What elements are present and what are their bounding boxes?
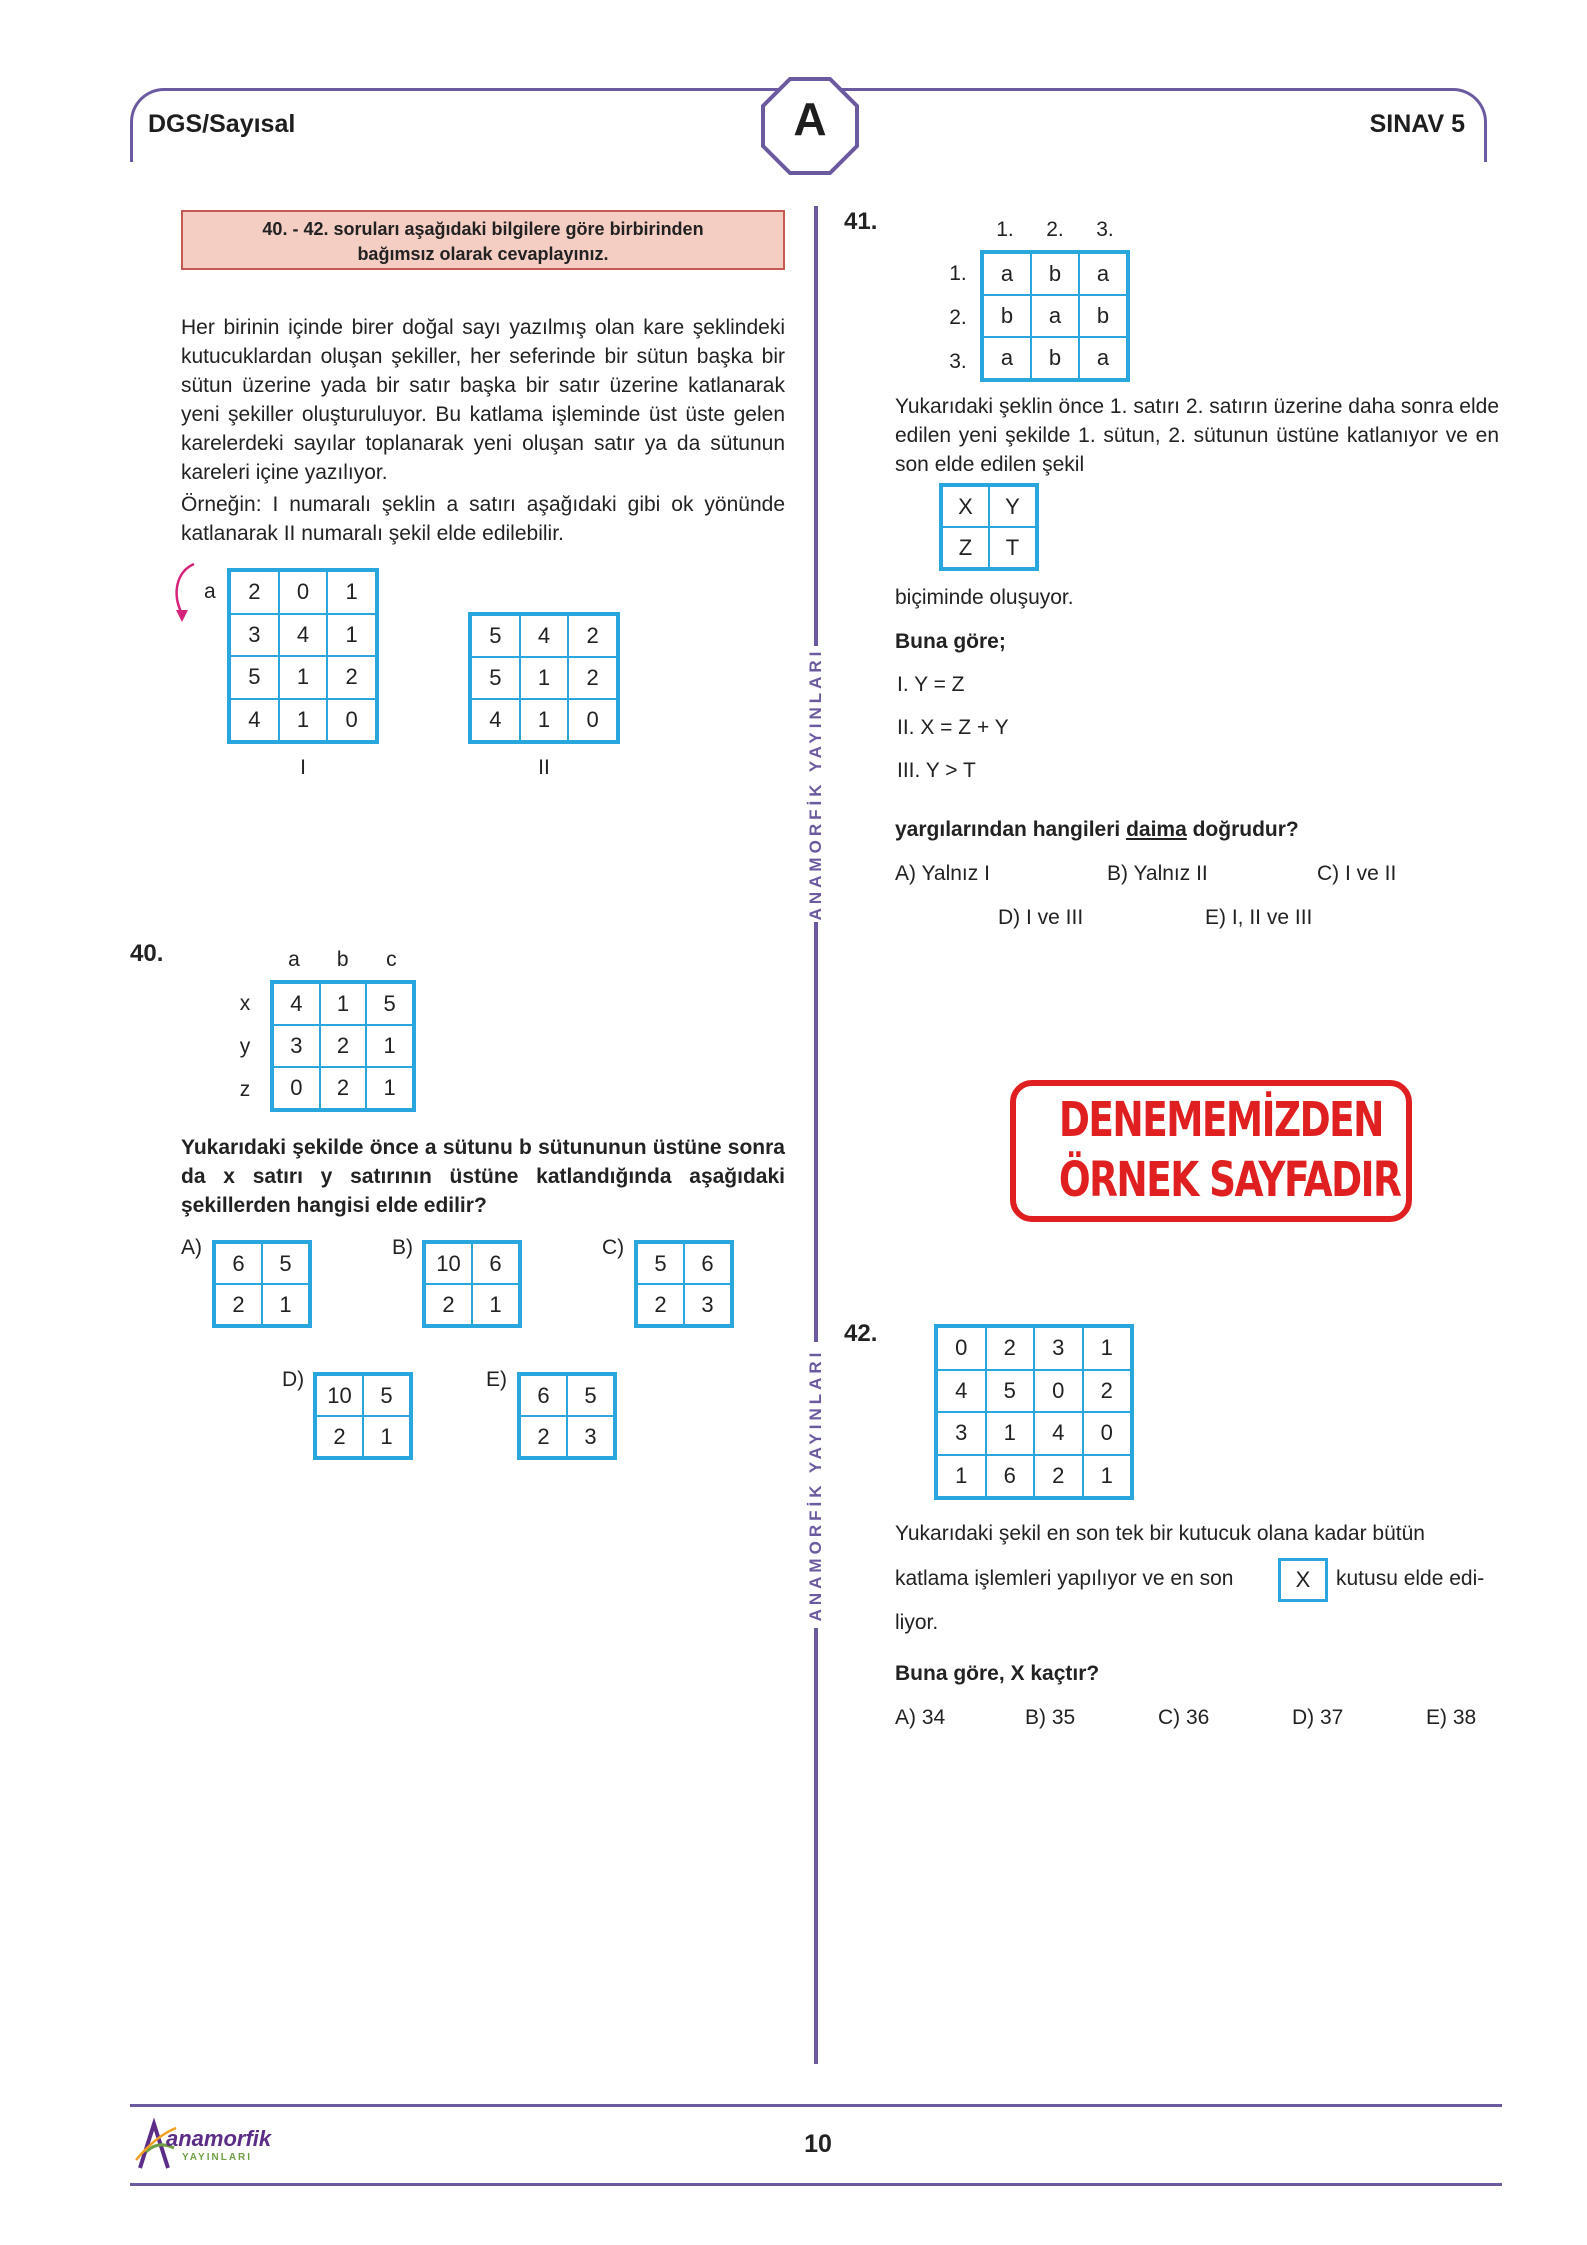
question-41-after: biçiminde oluşuyor. bbox=[895, 586, 1074, 609]
column-label: 2. bbox=[1046, 218, 1064, 241]
grid-cell: 0 bbox=[273, 1067, 320, 1109]
grid-cell: 5 bbox=[366, 983, 413, 1025]
grid-cell: 3 bbox=[230, 614, 279, 657]
grid-cell: 6 bbox=[520, 1375, 567, 1416]
option-label: E) bbox=[486, 1368, 507, 1391]
grid-cell: 2 bbox=[425, 1284, 472, 1325]
option-label: C) bbox=[602, 1236, 625, 1259]
question-41-text: Yukarıdaki şeklin önce 1. satırı 2. satırın üzerine daha sonra elde edilen yeni şekilde 1. sütun, 2. sütunun üstüne katlanıyor ve en son elde edilen şekil bbox=[895, 395, 1499, 476]
publisher-logo-sub: YAYINLARI bbox=[182, 2152, 253, 2163]
footer-rule bbox=[130, 2104, 1502, 2107]
grid-cell: 1 bbox=[937, 1455, 986, 1498]
statement: III. Y > T bbox=[897, 759, 976, 782]
grid-cell: 1 bbox=[327, 614, 376, 657]
grid-cell: Y bbox=[989, 486, 1036, 527]
question-41-question-underlined: daima bbox=[1126, 818, 1187, 841]
row-label: 2. bbox=[949, 306, 967, 329]
grid-cell: Z bbox=[942, 527, 989, 568]
grid-cell: 1 bbox=[279, 656, 328, 699]
instruction-line: 40. - 42. soruları aşağıdaki bilgilere göre birbirinden bbox=[262, 219, 704, 239]
stamp-line-1: DENEMEMİZDEN bbox=[1058, 1092, 1383, 1148]
answer-option: A) 34 bbox=[895, 1706, 946, 1729]
header-course: DGS/Sayısal bbox=[148, 110, 296, 138]
grid-cell: 4 bbox=[230, 699, 279, 742]
question-42-line3: liyor. bbox=[895, 1611, 939, 1634]
grid-cell: 5 bbox=[986, 1370, 1035, 1413]
page-number: 10 bbox=[804, 2130, 832, 2158]
grid-cell: 3 bbox=[273, 1025, 320, 1067]
header-exam: SINAV 5 bbox=[1369, 110, 1465, 138]
statement: I. Y = Z bbox=[897, 673, 965, 696]
grid-cell: 1 bbox=[366, 1025, 413, 1067]
grid-cell: 6 bbox=[472, 1243, 519, 1284]
option-grid bbox=[517, 1372, 617, 1460]
answer-option: B) 35 bbox=[1025, 1706, 1076, 1729]
stamp-line-2: ÖRNEK SAYFADIR bbox=[1058, 1152, 1401, 1208]
column-label: 1. bbox=[996, 218, 1014, 241]
grid-cell: 0 bbox=[1083, 1412, 1132, 1455]
column-label: b bbox=[336, 948, 349, 971]
question-41-question bbox=[895, 818, 1299, 842]
grid-cell: 5 bbox=[230, 656, 279, 699]
footer-rule bbox=[130, 2183, 1502, 2186]
grid-cell: 2 bbox=[230, 571, 279, 614]
grid-cell: 3 bbox=[1034, 1327, 1083, 1370]
option-grid bbox=[313, 1372, 413, 1460]
grid-cell: 4 bbox=[273, 983, 320, 1025]
option-label: B) bbox=[392, 1236, 413, 1259]
question-42-line2-pre: katlama işlemleri yapılıyor ve en son bbox=[895, 1567, 1234, 1590]
grid-cell: 2 bbox=[520, 1416, 567, 1457]
option-label: A) bbox=[181, 1236, 202, 1259]
grid-cell: 2 bbox=[320, 1067, 367, 1109]
grid-cell: 4 bbox=[471, 699, 520, 741]
grid-cell: 5 bbox=[567, 1375, 614, 1416]
question-40-text: Yukarıdaki şekilde önce a sütunu b sütununun üstüne sonra da x satırı y satırının üstüne katlandığında aşağıdaki şekillerden hangisi elde edilir? bbox=[181, 1136, 785, 1217]
grid-cell: 2 bbox=[327, 656, 376, 699]
grid-cell: 1 bbox=[366, 1067, 413, 1109]
instruction-line: bağımsız olarak cevaplayınız. bbox=[357, 244, 609, 264]
figure-i-grid bbox=[227, 568, 379, 744]
grid-cell: 0 bbox=[1034, 1370, 1083, 1413]
publisher-logo-text: anamorfik bbox=[166, 2126, 272, 2151]
grid-cell: 2 bbox=[1083, 1370, 1132, 1413]
grid-cell: T bbox=[989, 527, 1036, 568]
question-42-prompt: Buna göre, X kaçtır? bbox=[895, 1662, 1100, 1685]
intro-example: Örneğin: I numaralı şeklin a satırı aşağıdaki gibi ok yönünde katlanarak II numaralı şekil elde edilebilir. bbox=[181, 493, 785, 545]
row-label: z bbox=[239, 1078, 251, 1101]
question-41-prompt: Buna göre; bbox=[895, 630, 1006, 653]
grid-cell: a bbox=[983, 337, 1031, 379]
answer-option: A) Yalnız I bbox=[895, 862, 990, 885]
grid-cell: X bbox=[942, 486, 989, 527]
column-label: c bbox=[386, 948, 397, 971]
column-label: 3. bbox=[1096, 218, 1114, 241]
intro-paragraph: Her birinin içinde birer doğal sayı yazılmış olan kare şeklindeki kutucuklardan oluşan şekiller, her seferinde bir sütun başka bir sütun üzerine yada bir satır başka bir satır üzerine katlanarak yeni şekiller oluşturuluyor. Bu katlama işleminde üst üste gelen karelerdeki sayılar toplanarak yeni oluşan satır ya da sütunun kareleri içine yazılıyor. bbox=[181, 316, 785, 484]
grid-cell: a bbox=[983, 253, 1031, 295]
grid-cell: 1 bbox=[1083, 1327, 1132, 1370]
grid-cell: 1 bbox=[279, 699, 328, 742]
option-grid bbox=[634, 1240, 734, 1328]
row-label: y bbox=[239, 1035, 251, 1058]
grid-cell: 5 bbox=[471, 657, 520, 699]
grid-cell: a bbox=[1079, 337, 1127, 379]
row-label: 1. bbox=[949, 262, 967, 285]
question-number: 42. bbox=[844, 1320, 878, 1347]
option-grid bbox=[212, 1240, 312, 1328]
grid-cell: a bbox=[1079, 253, 1127, 295]
figure-ii-caption: II bbox=[538, 756, 550, 779]
question-41-question-pre: yargılarından hangileri bbox=[895, 818, 1127, 841]
instruction-box bbox=[181, 210, 785, 270]
grid-cell: 4 bbox=[279, 614, 328, 657]
column-divider bbox=[814, 922, 818, 1342]
grid-cell: 6 bbox=[684, 1243, 731, 1284]
figure-i-caption: I bbox=[300, 756, 306, 779]
question-42-line1: Yukarıdaki şekil en son tek bir kutucuk olana kadar bütün bbox=[895, 1522, 1425, 1545]
grid-cell: b bbox=[983, 295, 1031, 337]
answer-option: D) I ve III bbox=[998, 906, 1084, 929]
grid-cell: 10 bbox=[316, 1375, 363, 1416]
grid-cell: 2 bbox=[986, 1327, 1035, 1370]
row-label: 3. bbox=[949, 350, 967, 373]
column-divider bbox=[814, 206, 818, 646]
grid-cell: 2 bbox=[215, 1284, 262, 1325]
question-40-grid bbox=[270, 980, 416, 1112]
grid-cell: 6 bbox=[986, 1455, 1035, 1498]
grid-cell: a bbox=[1031, 295, 1079, 337]
grid-cell: 3 bbox=[937, 1412, 986, 1455]
option-grid bbox=[422, 1240, 522, 1328]
grid-cell: 4 bbox=[520, 615, 569, 657]
grid-cell: 2 bbox=[320, 1025, 367, 1067]
grid-cell: 4 bbox=[1034, 1412, 1083, 1455]
grid-cell: 5 bbox=[262, 1243, 309, 1284]
grid-cell: 10 bbox=[425, 1243, 472, 1284]
grid-cell: 1 bbox=[363, 1416, 410, 1457]
result-grid bbox=[939, 483, 1039, 571]
grid-cell: 1 bbox=[986, 1412, 1035, 1455]
row-label: x bbox=[239, 992, 251, 1015]
statement: II. X = Z + Y bbox=[897, 716, 1009, 739]
grid-cell: 1 bbox=[1083, 1455, 1132, 1498]
grid-cell: 1 bbox=[472, 1284, 519, 1325]
grid-cell: 4 bbox=[937, 1370, 986, 1413]
grid-cell: 3 bbox=[567, 1416, 614, 1457]
answer-option: E) 38 bbox=[1426, 1706, 1477, 1729]
answer-option: D) 37 bbox=[1292, 1706, 1344, 1729]
grid-cell: 3 bbox=[684, 1284, 731, 1325]
side-label: ANAMORFİK YAYINLARI bbox=[806, 1348, 825, 1622]
grid-cell: 5 bbox=[471, 615, 520, 657]
answer-option: B) Yalnız II bbox=[1107, 862, 1208, 885]
grid-cell: 5 bbox=[637, 1243, 684, 1284]
column-divider bbox=[814, 1628, 818, 2064]
column-label: a bbox=[288, 948, 300, 971]
side-label: ANAMORFİK YAYINLARI bbox=[806, 647, 825, 921]
grid-cell: 0 bbox=[279, 571, 328, 614]
answer-option: E) I, II ve III bbox=[1205, 906, 1313, 929]
booklet-letter: A bbox=[793, 93, 827, 145]
question-41-grid bbox=[980, 250, 1130, 382]
grid-cell: 1 bbox=[262, 1284, 309, 1325]
question-42-line2-post: kutusu elde edi- bbox=[1336, 1567, 1485, 1590]
question-number: 40. bbox=[130, 940, 164, 967]
grid-cell: 0 bbox=[327, 699, 376, 742]
grid-cell: 6 bbox=[215, 1243, 262, 1284]
grid-cell: b bbox=[1031, 337, 1079, 379]
grid-cell: 2 bbox=[637, 1284, 684, 1325]
question-42-grid bbox=[934, 1324, 1134, 1500]
grid-cell: 1 bbox=[327, 571, 376, 614]
sample-page-stamp bbox=[1010, 1080, 1412, 1222]
figure-ii-grid bbox=[468, 612, 620, 744]
grid-cell: 1 bbox=[520, 699, 569, 741]
grid-cell: 1 bbox=[520, 657, 569, 699]
grid-cell: 1 bbox=[320, 983, 367, 1025]
grid-cell: 0 bbox=[937, 1327, 986, 1370]
grid-cell: b bbox=[1031, 253, 1079, 295]
grid-cell: 2 bbox=[568, 615, 617, 657]
grid-cell: 0 bbox=[568, 699, 617, 741]
x-box-value: X bbox=[1295, 1567, 1311, 1592]
answer-option: C) 36 bbox=[1158, 1706, 1210, 1729]
question-number: 41. bbox=[844, 208, 878, 235]
grid-cell: b bbox=[1079, 295, 1127, 337]
grid-cell: 2 bbox=[316, 1416, 363, 1457]
answer-option: C) I ve II bbox=[1317, 862, 1397, 885]
question-41-question-post: doğrudur? bbox=[1186, 818, 1299, 841]
grid-cell: 2 bbox=[568, 657, 617, 699]
grid-cell: 5 bbox=[363, 1375, 410, 1416]
option-label: D) bbox=[282, 1368, 305, 1391]
grid-cell: 2 bbox=[1034, 1455, 1083, 1498]
row-label: a bbox=[204, 580, 216, 603]
x-box bbox=[1278, 1558, 1328, 1602]
